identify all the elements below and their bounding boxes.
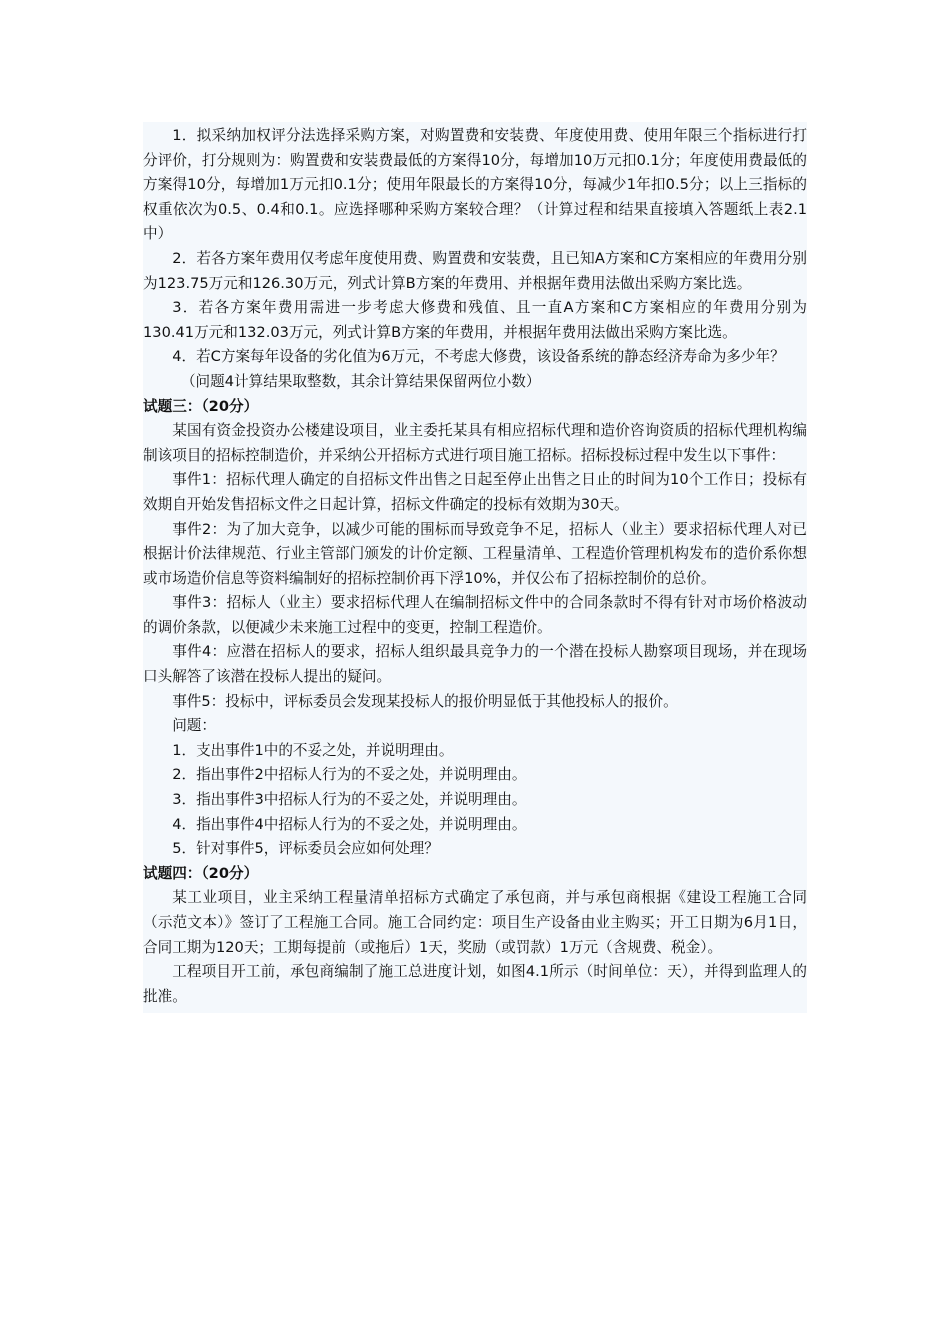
intro-paragraph: 某国有资金投资办公楼建设项目，业主委托某具有相应招标代理和造价咨询资质的招标代理机构编制该项目的招标控制造价，并采纳公开招标方式进行项目施工招标。招标投标过程中发生以下事件： (143, 422, 807, 464)
event-paragraph: 事件4：应潜在招标人的要求，招标人组织最具竞争力的一个潜在投标人勘察项目现场，并在现场口头解答了该潜在投标人提出的疑问。 (143, 643, 807, 686)
event-paragraph: 事件3：招标人（业主）要求招标代理人在编制招标文件中的合同条款时不得有针对市场价格波动的调价条款，以便减少未来施工过程中的变更，控制工程造价。 (143, 594, 807, 636)
event-paragraph: 事件1：招标代理人确定的自招标文件出售之日起至停止出售之日止的时间为10个工作日；投标有效期自开始发售招标文件之日起计算，招标文件确定的投标有效期为30天。 (143, 471, 807, 513)
question-item: 2．指出事件2中招标人行为的不妥之处，并说明理由。 (172, 766, 527, 784)
question-item: 1．支出事件1中的不妥之处，并说明理由。 (172, 741, 454, 759)
question-item: 3．指出事件3中招标人行为的不妥之处，并说明理由。 (172, 791, 527, 809)
question-item: 4．指出事件4中招标人行为的不妥之处，并说明理由。 (172, 815, 527, 833)
question-paragraph: 2．若各方案年费用仅考虑年度使用费、购置费和安装费，且已知A方案和C方案相应的年费用分别为123.75万元和126.30万元，列式计算B方案的年费用、并根据年费用法做出采购方案比选。 (143, 249, 807, 292)
question-paragraph: 4．若C方案每年设备的劣化值为6万元，不考虑大修费，该设备系统的静态经济寿命为多少年？ (172, 348, 785, 366)
question-item: 5．针对事件5，评标委员会应如何处理？ (172, 840, 439, 858)
document-page (143, 122, 807, 1013)
section-heading: 试题三：（20分） (143, 397, 259, 415)
calculation-note: （问题4计算结果取整数，其余计算结果保留两位小数） (180, 372, 541, 390)
question-paragraph: 1．拟采纳加权评分法选择采购方案，对购置费和安装费、年度使用费、使用年限三个指标进行打分评价，打分规则为：购置费和安装费最低的方案得10分，每增加10万元扣0.1分；年度使用费最低的方案得10分，每增加1万元扣0.1分；使用年限最长的方案得10分，每减少1年扣0.5分；以上三指标的权重依次为0.5、0.4和0.1。应选择哪种采购方案较合理？（计算过程和结果直接填入答题纸上表2.1中） (143, 127, 807, 243)
event-paragraph: 事件2：为了加大竞争，以减少可能的围标而导致竞争不足，招标人（业主）要求招标代理人对已根据计价法律规范、行业主管部门颁发的计价定额、工程量清单、工程造价管理机构发布的造价系你想或市场造价信息等资料编制好的招标控制价再下浮10%，并仅公布了招标控制价的总价。 (143, 520, 807, 587)
event-paragraph: 事件5：投标中，评标委员会发现某投标人的报价明显低于其他投标人的报价。 (172, 692, 678, 710)
body-paragraph: 某工业项目，业主采纳工程量清单招标方式确定了承包商，并与承包商根据《建设工程施工合同（示范文本）》签订了工程施工合同。施工合同约定：项目生产设备由业主购买；开工日期为6月1日，合同工期为120天；工期每提前（或拖后）1天，奖励（或罚款）1万元（含规费、税金）。 (143, 889, 807, 956)
section-heading: 试题四：（20分） (143, 864, 259, 882)
questions-label: 问题： (172, 717, 216, 735)
body-paragraph: 工程项目开工前，承包商编制了施工总进度计划，如图4.1所示（时间单位：天），并得到监理人的批准。 (143, 963, 807, 1005)
question-paragraph: 3．若各方案年费用需进一步考虑大修费和残值、且一直A方案和C方案相应的年费用分别为130.41万元和132.03万元，列式计算B方案的年费用，并根据年费用法做出采购方案比选。 (143, 299, 807, 341)
